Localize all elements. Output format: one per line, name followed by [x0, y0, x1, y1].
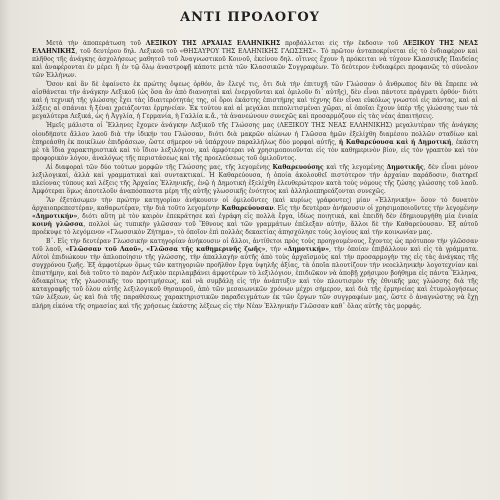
p4-text-c: καὶ τῆς λεγομένης: [323, 163, 387, 171]
p1-bold-ancient-lexicon: ΛΕΞΙΚΟΥ ΤΗΣ ΑΡΧΑΙΑΣ ΕΛΛΗΝΙΚΗΣ: [145, 40, 281, 47]
p3-bold-forms: ἡ Καθαρεύουσα καὶ ἡ Δημοτική: [338, 138, 452, 146]
p4-text-e: , δὲν εἶναι μόνον λεξιλογικαί, ἀλλὰ καὶ γραμματικαὶ καὶ συντακτικαί. Ἡ Καθαρεύουσα, ἡ ὁποία ἀκολουθεῖ πιστότερον τὴν ἀρχαίαν παράδοσιν, διατηρεῖ πλείονας τύπους καὶ λέξεις τῆς Ἀρχαίας Ἑλληνικῆς, ἐνῷ ἡ Δημοτικὴ ἐξελίχθη ἐλευθερώτερον κατὰ τοὺς νόμους τῆς ζώσης γλώσσης τοῦ λαοῦ. Ἀμφότεραι ὅμως ἀποτελοῦν ἀναπόσπαστα μέρη τῆς αὐτῆς γλωσσικῆς ἑνότητος καὶ ἀλληλοεπηρεάζονται συνεχῶς.: [32, 163, 478, 195]
paragraph-1: [32, 40, 478, 80]
binding-shadow: [0, 0, 10, 500]
p3-text-a: Ἡμεῖς μάλιστα οἱ Ἕλληνες ἔχομεν ἀνάγκην Λεξικοῦ τῆς Γλώσσης μας (ΛΕΞΙΚΟΥ ΤΗΣ ΝΕΑΣ ΕΛΛΗΝΙΚΗΣ) μεγαλυτέραν τῆς ἀνάγκης οἱουδήποτε ἄλλου λαοῦ διὰ τὴν ἰδικήν του Γλώσσαν, διότι διὰ μακρῶν αἰώνων ἡ Γλῶσσα ἡμῶν ἐξελίχθη διαμέσου πολλῶν σταδίων καὶ ἐπηρεάσθη ἐκ ποικίλων ἐπιδράσεων, ὥστε σήμερον νὰ ὑπάρχουν παραλλήλως δύο μορφαὶ αὐτῆς,: [32, 122, 478, 146]
p3-text-c: , ἐκάστη μὲ τὰ ἴδια χαρακτηριστικὰ καὶ τὸ ἴδιον λεξιλόγιον, καὶ ἀμφότεραι νὰ χρησιμοποιοῦνται εἰς τὸν καθημερινὸν βίον, εἰς τὸν γραπτὸν καὶ τὸν προφορικὸν λόγον, ἀναλόγως τῆς περιστάσεως καὶ τῆς προελεύσεως τοῦ ὁμιλοῦντος.: [32, 138, 478, 162]
p5-bold-katharevousa: Καθαρεύουσαν: [221, 204, 274, 212]
p4-text-a: Αἱ διαφοραὶ τῶν δύο τούτων μορφῶν τῆς Γλώσσης μας, τῆς λεγομένης: [46, 163, 273, 171]
p1-bold-modern-lexicon: ΛΕΞΙΚΟΥ ΤΗΣ ΝΕΑΣ ΕΛΛΗΝΙΚΗΣ: [32, 40, 478, 56]
p5-text-e: , διότι αὕτη μὲ τὸν καιρὸν ἐπεκράτησε καὶ ἐγράφη εἰς πολλὰ ἔργα, ἰδίως ποιητικά, καὶ ἐπειδὴ δὲν ἐδημιουργήθη μία ἐνιαία: [77, 212, 478, 220]
document-body: [32, 40, 478, 495]
paragraph-5: [32, 197, 478, 237]
p1-text-c: προβάλλεται εἰς τὴν ἔκδοσιν τοῦ: [280, 40, 404, 47]
p6-text-c: , τὴν: [265, 246, 284, 254]
p1-text-a: Μετά τὴν ἀποπεράτωση τοῦ: [46, 40, 146, 47]
p5-text-g: , πολλοὶ ὡς τυπικὴν γλῶσσαν τοῦ Ἔθνους καὶ τῶν γραμμάτων ἐπέλεξαν αὐτήν, ἄλλοι δὲ τὴν Καθαρεύουσαν. Ἐξ αὐτοῦ προέκυψε τὸ λεγόμενον «Γλωσσικὸν Ζήτημα», τὸ ὁποῖον ἐπὶ πολλὰς δεκαετίας ἀπησχόλησε τοὺς λογίους καὶ τὴν κοινωνίαν μας.: [32, 221, 478, 237]
p6-text-a: Β᾽. Εἰς τὴν δευτέραν Γλωσσικὴν κατηγορίαν ἀνήκουσιν οἱ ἄλλοι, ἀντίθετοι πρὸς τοὺς προηγουμένους, ἔχοντες ὡς πρότυπον τὴν γλῶσσαν τοῦ λαοῦ,: [32, 238, 478, 254]
p1-text-e: , τοῦ δευτέρου δηλ. Λεξικοῦ τοῦ «ΘΗΣΑΥΡΟΥ ΤΗΣ ΕΛΛΗΝΙΚΗΣ ΓΛΩΣΣΗΣ». Τὸ πρῶτον ἀνταποκρίνεται εἰς τὸ ἐνδιαφέρον καὶ πλῆθος τῆς ἀνάγκης ἀσχολήσεως μαθητοῦ τοῦ Ἀναγνωστικοῦ Κοινοῦ, ἐκείνου δηλ. οἵτινες ἔχουν ἢ πρόκειται νὰ τύχουν Κλασσικῆς Παιδείας καὶ ἀναφέρονται ἐν μέρει ἢ ἐν τῷ ὅλῳ ἀναστροφῇ κάποτε μετὰ τῶν Κλασσικῶν Συγγραφέων. Τὸ δεύτερον ἐνδιαφέρει προφανῶς τὸ σύνολον τῶν Ἑλλήνων.: [32, 48, 478, 80]
p6-text-e: , τὴν ὁποίαν ἐπιβάλλουν καὶ εἰς τὰ γράμματα. Αὐτοὶ ἐπιδιώκουν τὴν ἁπλοποίησιν τῆς γλώσσης, τὴν ἀπαλλαγὴν αὐτῆς ἀπὸ τοὺς ἀρχαϊσμοὺς καὶ τὴν προσαρμογὴν της εἰς τὰς ἀνάγκας τῆς συγχρόνου ζωῆς. Ἐξ ἀμφοτέρων ὅμως τῶν κατηγοριῶν προῆλθον ἔργα ὑψηλῆς ἀξίας, τὰ ὁποῖα πλουτίζουν τὴν νεοελληνικὴν λογοτεχνίαν καὶ ἐπιστήμην, καὶ διὰ τοῦτο τὸ παρὸν Λεξικὸν περιλαμβάνει ἀμφοτέρων τὸ λεξιλόγιον, ἐπιδιῶκον νὰ ἀποβῇ χρήσιμον βοήθημα εἰς πάντα Ἕλληνα, ἀδιακρίτως τῆς γλωσσικῆς του προτιμήσεως, καὶ νὰ συμβάλῃ εἰς τὴν ἀνάπτυξιν καὶ τὸν πλουτισμὸν τῆς ἐθνικῆς μας γλώσσης διὰ τῆς καταγραφῆς τοῦ ὅλου αὐτῆς λεξιλογικοῦ θησαυροῦ, ἀπὸ τῶν μεσαιωνικῶν χρόνων μέχρι σήμερον, καὶ διὰ τῆς ἑρμηνείας καὶ ἐτυμολογήσεως τῶν λέξεων, ὡς καὶ διὰ τῆς παραθέσεως χαρακτηριστικῶν παραδειγμάτων ἐκ τῶν ἔργων τῶν συγγραφέων μας, ὥστε ὁ ἀναγνώστης νὰ ἔχῃ πλήρη εἰκόνα τῆς σημασίας καὶ τῆς χρήσεως ἑκάστης λέξεως εἰς τὴν Νέαν Ἑλληνικὴν Γλῶσσαν καθ᾽ ὅλας αὐτῆς τὰς μορφάς.: [32, 246, 478, 310]
p6-bold-dimotiki: «Δημοτικήν»: [283, 246, 329, 254]
p6-bold-people-language: «Γλῶσσαν τοῦ Λαοῦ», «Γλῶσσα τῆς καθημερινῆς ζωῆς»: [65, 246, 266, 254]
paragraph-3: [32, 122, 478, 162]
p5-bold-dimotiki: «Δημοτικήν»: [32, 212, 78, 220]
page-title: ΑΝΤΙ ΠΡΟΛΟΓΟΥ: [180, 10, 320, 25]
p4-bold-dimotiki: Δημοτικῆς: [386, 163, 424, 171]
p4-bold-katharevousa: Καθαρευούσης: [272, 163, 324, 171]
p5-text-a: Ἂν ἐξετάσωμεν τὴν πρώτην κατηγορίαν ἀνήκουσιν οἱ ὁμιλοῦντες (καὶ κυρίως γράφοντες) μίαν «Ἑλληνικήν» ὅσον τὸ δυνατὸν ἀρχαιοπρεπεστέραν, καθαρωτέραν, τὴν διὰ τοῦτο λεγομένην: [32, 196, 478, 212]
p5-text-c: . Εἰς τὴν δευτέραν ἀνήκουσιν οἱ χρησιμοποιοῦντες τὴν λεγομένην: [273, 204, 478, 212]
paragraph-4: [32, 164, 478, 196]
paragraph-2: Ὅσον καὶ ἂν δὲ ἐφαίνετο ἐκ πρώτης ὄψεως ὀρθόν, ἂν ἔλεγέ τις, ὅτι διὰ τὴν ἐπιτυχῆ τῶν Γλώσσαν ὁ ἄνθρωπος δὲν θὰ ἔπρεπε νὰ αἰσθάνεται τὴν ἀνάγκην Λεξικοῦ (ὡς ὅσα ἂν ἀπὸ διανοηταὶ καὶ ἐνεργοῦνται καὶ ὀμιλοῦν δι᾽ αὐτῆς), δὲν εἶναι πάντοτε πράγματι ὀρθόν· διότι καὶ ἡ τεχνικὴ τῆς γλώσσης ἔχει τὰς ἰδιαιτερότητάς της, οἱ ὅροι ἑκάστης ἐπιστήμης καὶ τέχνης δὲν εἶναι εὐκόλως γνωστοὶ εἰς πάντας, καὶ αἱ λέξεις αἱ σπάνιαι ἢ ξέναι χρειάζονται ἑρμηνείαν. Ἐκ τούτου καὶ αἱ μεγάλαι πεπολιτισμέναι χῶραι, αἱ ὁποῖαι ἔχουν ὑπὲρ τῆς γλώσσης των τὰ μεγαλύτερα Λεξικά, ὡς ἡ Ἀγγλία, ἡ Γερμανία, ἡ Γαλλία κ.ἄ., τὰ ἀνανεώνουν συνεχῶς καὶ προσαρμόζουν εἰς τὰς νέας ἀπαιτήσεις.: [32, 81, 478, 121]
paragraph-6: [32, 238, 478, 310]
p5-bold-common-language: κοινὴ γλῶσσα: [32, 221, 84, 229]
